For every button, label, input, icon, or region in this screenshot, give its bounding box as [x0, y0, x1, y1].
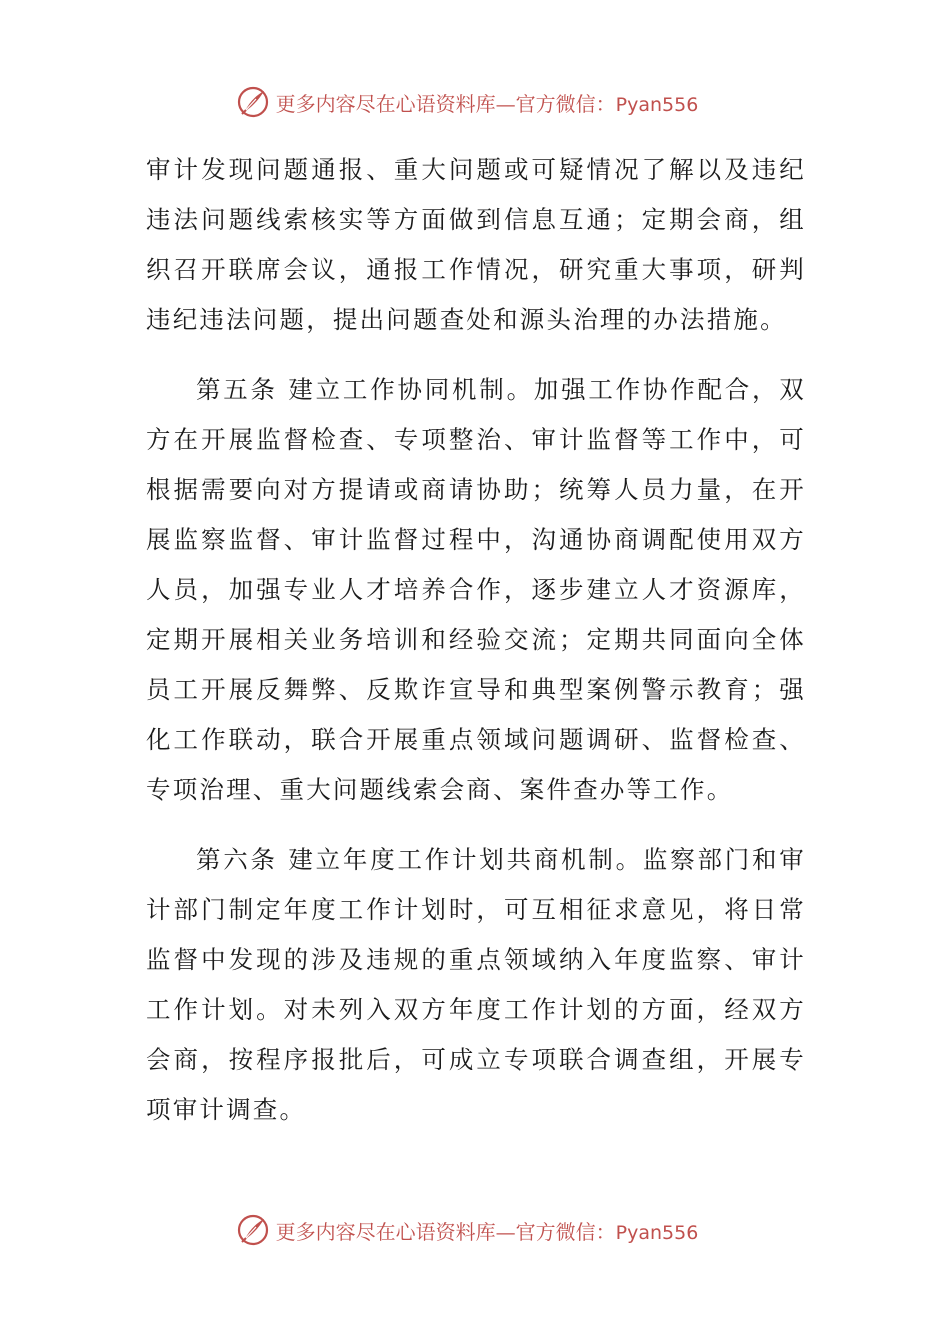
- footer-banner-inner: [236, 1213, 699, 1247]
- footer-banner: [0, 1210, 950, 1250]
- header-banner-wechat-id: Pyan556: [615, 93, 699, 116]
- footer-banner-wechat-id: Pyan556: [615, 1221, 699, 1244]
- header-banner-text: [276, 88, 699, 117]
- paragraph-article-6: 第六条 建立年度工作计划共商机制。监察部门和审计部门制定年度工作计划时，可互相征求意见，将日常监督中发现的涉及违规的重点领域纳入年度监察、审计工作计划。对未列入双方年度工作计划的方面，经双方会商，按程序报批后，可成立专项联合调查组，开展专项审计调查。: [146, 845, 806, 1124]
- paragraph-continuation: 审计发现问题通报、重大问题或可疑情况了解以及违纪违法问题线索核实等方面做到信息互通；定期会商，组织召开联席会议，通报工作情况，研究重大事项，研判违纪违法问题，提出问题查处和源头治理的办法措施。: [146, 155, 806, 334]
- header-banner-inner: [236, 85, 699, 119]
- header-banner-label: 更多内容尽在心语资料库—官方微信：: [275, 91, 616, 116]
- header-banner: [0, 82, 950, 122]
- footer-banner-label: 更多内容尽在心语资料库—官方微信：: [275, 1219, 616, 1244]
- document-body: [146, 145, 806, 1135]
- paragraph-gap: [146, 345, 806, 365]
- paragraph-gap: [146, 815, 806, 835]
- footer-banner-text: [276, 1216, 699, 1245]
- paragraph-article-5: 第五条 建立工作协同机制。加强工作协作配合，双方在开展监督检查、专项整治、审计监督等工作中，可根据需要向对方提请或商请协助；统筹人员力量，在开展监察监督、审计监督过程中，沟通协商调配使用双方人员，加强专业人才培养合作，逐步建立人才资源库，定期开展相关业务培训和经验交流；定期共同面向全体员工开展反舞弊、反欺诈宣导和典型案例警示教育；强化工作联动，联合开展重点领域问题调研、监督检查、专项治理、重大问题线索会商、案件查办等工作。: [146, 375, 806, 804]
- feather-pen-logo-icon: [236, 1213, 270, 1247]
- feather-pen-logo-icon: [236, 85, 270, 119]
